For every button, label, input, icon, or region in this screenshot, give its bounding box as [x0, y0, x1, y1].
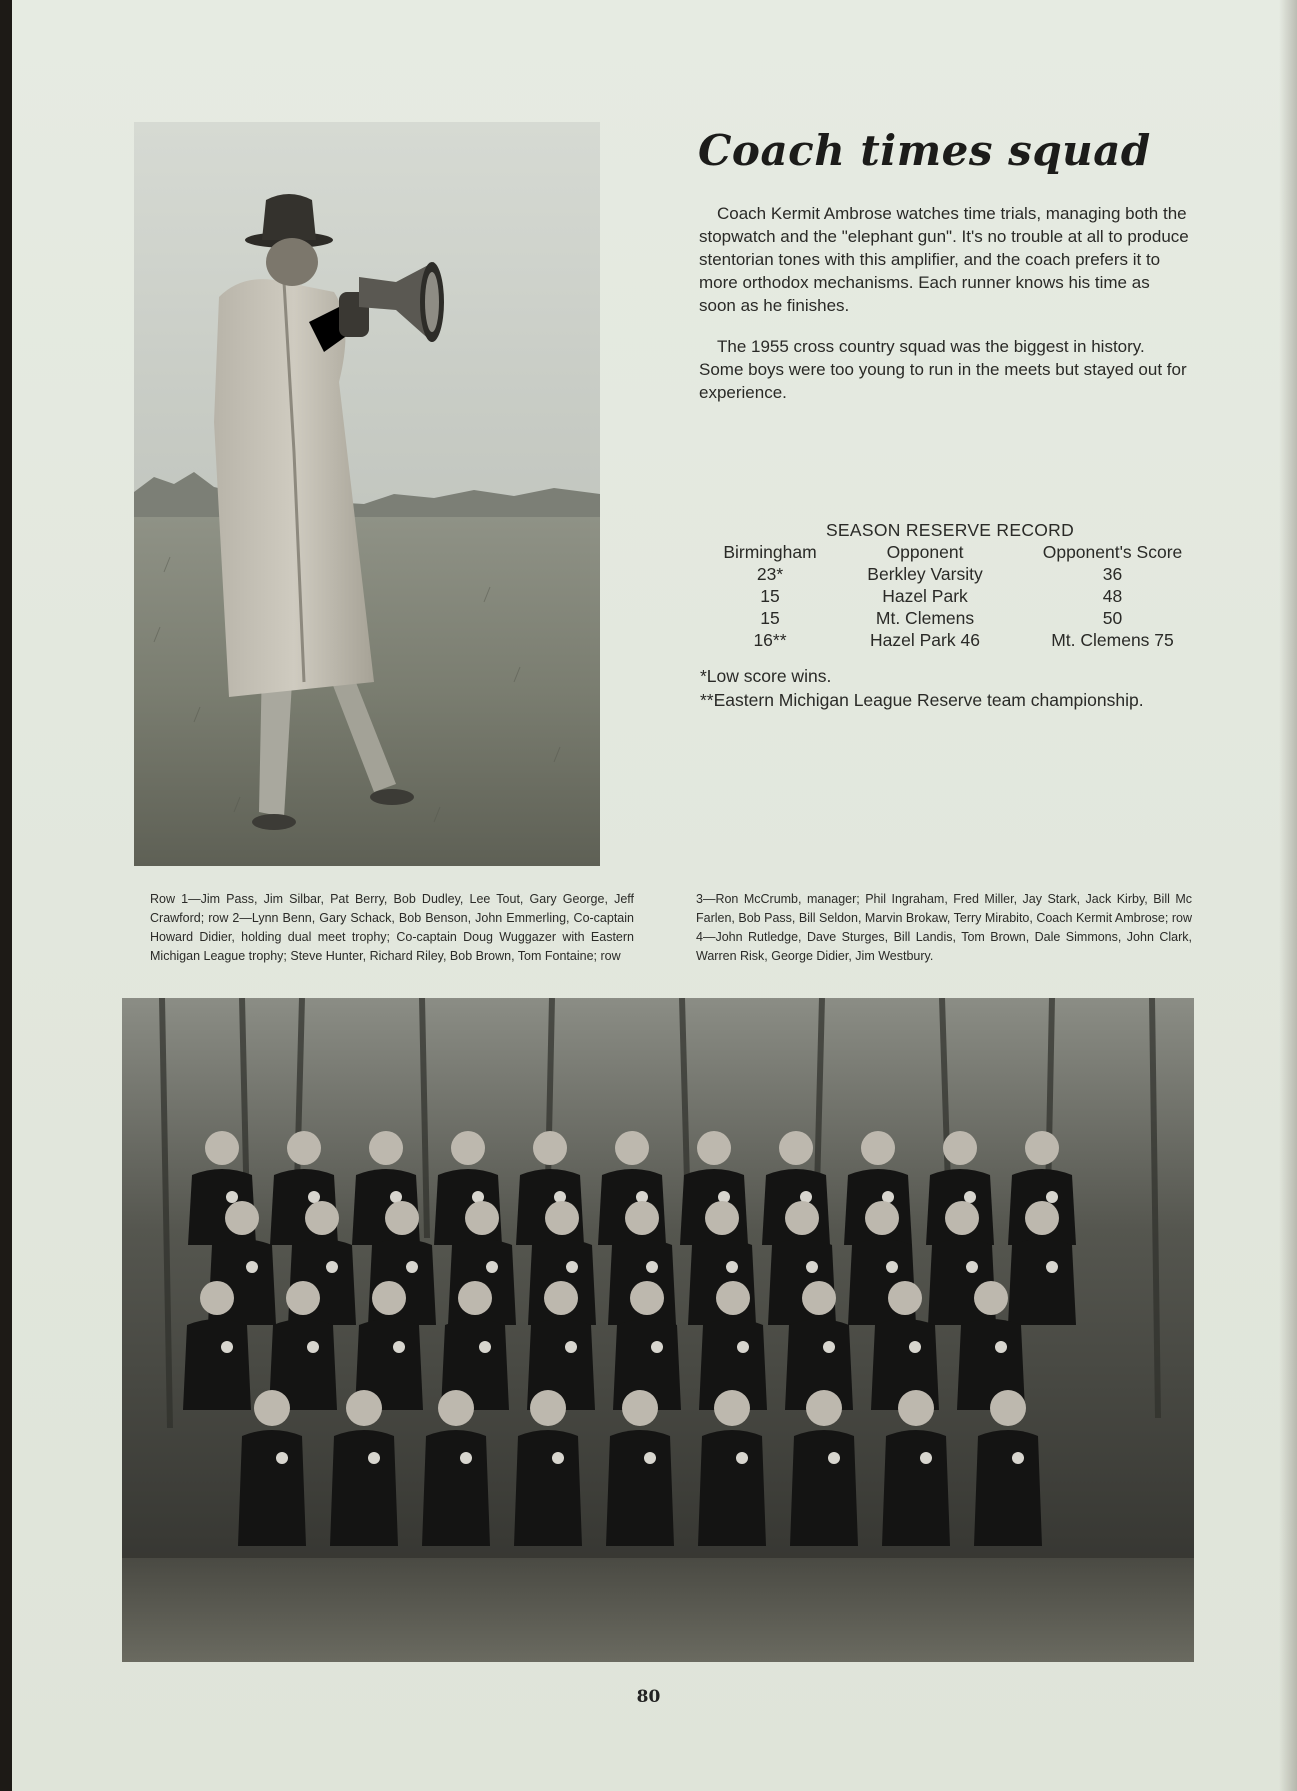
team-member-head: [888, 1281, 922, 1315]
team-member-head: [974, 1281, 1008, 1315]
team-member-body: [790, 1430, 858, 1546]
team-member-body: [1008, 1239, 1076, 1325]
cell-score: 23*: [756, 563, 784, 584]
team-member-head: [1025, 1201, 1059, 1235]
coach-photo: [134, 122, 600, 866]
team-photo: [122, 998, 1194, 1662]
paragraph-2: The 1955 cross country squad was the biggest in history. Some boys were too young to run in the meets but stayed out for experience.: [699, 337, 1187, 402]
sweater-emblem: [726, 1261, 738, 1273]
team-member-head: [697, 1131, 731, 1165]
sweater-emblem: [1012, 1452, 1024, 1464]
headline: Coach times squad: [698, 126, 1151, 175]
team-member-head: [530, 1390, 566, 1426]
team-member-head: [254, 1390, 290, 1426]
team-member-body: [606, 1430, 674, 1546]
cell-score: 15: [760, 585, 780, 606]
cell-opponent-score: Mt. Clemens 75: [1051, 629, 1174, 650]
footnote-low-score: *Low score wins.: [700, 666, 832, 686]
header-opponent-score: Opponent's Score: [1042, 541, 1183, 562]
team-member-body: [974, 1430, 1042, 1546]
team-member-head: [287, 1131, 321, 1165]
sweater-emblem: [221, 1341, 233, 1353]
sweater-emblem: [828, 1452, 840, 1464]
sweater-emblem: [552, 1452, 564, 1464]
team-member-head: [898, 1390, 934, 1426]
header-opponent: Opponent: [886, 541, 964, 562]
team-member-head: [779, 1131, 813, 1165]
cell-opponent-score: 50: [1102, 607, 1123, 628]
team-member-head: [990, 1390, 1026, 1426]
team-member-head: [545, 1201, 579, 1235]
team-member-body: [238, 1430, 306, 1546]
team-member-head: [369, 1131, 403, 1165]
team-member-head: [630, 1281, 664, 1315]
sweater-emblem: [565, 1341, 577, 1353]
team-member-head: [802, 1281, 836, 1315]
team-member-head: [372, 1281, 406, 1315]
cell-score: 16**: [753, 629, 787, 650]
team-photo-drawing: [122, 998, 1194, 1662]
sweater-emblem: [920, 1452, 932, 1464]
team-member-head: [451, 1131, 485, 1165]
team-member-head: [305, 1201, 339, 1235]
header-birmingham: Birmingham: [723, 541, 817, 562]
team-member-head: [622, 1390, 658, 1426]
cell-opponent: Hazel Park 46: [870, 629, 980, 650]
team-member-head: [438, 1390, 474, 1426]
cell-opponent: Berkley Varsity: [867, 563, 983, 584]
team-member-head: [1025, 1131, 1059, 1165]
team-member-head: [465, 1201, 499, 1235]
coach-photo-drawing: [134, 122, 600, 866]
sweater-emblem: [276, 1452, 288, 1464]
team-member-head: [205, 1131, 239, 1165]
team-member-body: [688, 1239, 756, 1325]
record-title: SEASON RESERVE RECORD: [825, 520, 1075, 540]
sweater-emblem: [909, 1341, 921, 1353]
cell-score: 15: [760, 607, 780, 628]
team-member-head: [200, 1281, 234, 1315]
team-member-head: [533, 1131, 567, 1165]
sweater-emblem: [307, 1341, 319, 1353]
cell-opponent-score: 48: [1102, 585, 1123, 606]
table-row: [700, 563, 1215, 585]
sweater-emblem: [308, 1191, 320, 1203]
cell-opponent: Mt. Clemens: [875, 607, 975, 628]
sweater-emblem: [246, 1261, 258, 1273]
record-table: [700, 541, 1215, 651]
team-member-head: [385, 1201, 419, 1235]
cell-opponent: Hazel Park: [882, 585, 968, 606]
team-member-head: [615, 1131, 649, 1165]
sweater-emblem: [1046, 1261, 1058, 1273]
sweater-emblem: [736, 1452, 748, 1464]
sweater-emblem: [806, 1261, 818, 1273]
team-member-head: [865, 1201, 899, 1235]
team-member-head: [716, 1281, 750, 1315]
sweater-emblem: [368, 1452, 380, 1464]
sweater-emblem: [651, 1341, 663, 1353]
team-member-head: [714, 1390, 750, 1426]
season-reserve-record: [700, 520, 1220, 651]
sweater-emblem: [646, 1261, 658, 1273]
team-caption-right: 3—Ron McCrumb, manager; Phil Ingraham, Fred Miller, Jay Stark, Jack Kirby, Bill Mc Farlen, Bob Pass, Bill Seldon, Marvin Brokaw, Terry Mirabito, Coach Kermit Ambrose; row 4—John Rutledge, Dave Sturges, Bill Landis, Tom Brown, Dale Simmons, John Clark, Warren Risk, George Didier, Jim Westbury.: [696, 892, 1192, 963]
sweater-emblem: [823, 1341, 835, 1353]
cell-opponent-score: 36: [1102, 563, 1123, 584]
team-member-head: [806, 1390, 842, 1426]
sweater-emblem: [886, 1261, 898, 1273]
team-member-head: [286, 1281, 320, 1315]
team-member-head: [861, 1131, 895, 1165]
team-caption-left: Row 1—Jim Pass, Jim Silbar, Pat Berry, Bob Dudley, Lee Tout, Gary George, Jeff Crawford; row 2—Lynn Benn, Gary Schack, Bob Benson, John Emmerling, Co-captain Howard Didier, holding dual meet trophy; Co-captain Doug Wuggazer with Eastern Michigan League trophy; Steve Hunter, Richard Riley, Bob Brown, Tom Fontaine; row: [150, 892, 634, 963]
sweater-emblem: [1046, 1191, 1058, 1203]
sweater-emblem: [460, 1452, 472, 1464]
sweater-emblem: [995, 1341, 1007, 1353]
sweater-emblem: [393, 1341, 405, 1353]
team-member-head: [945, 1201, 979, 1235]
team-member-head: [705, 1201, 739, 1235]
team-member-body: [368, 1239, 436, 1325]
team-member-body: [422, 1430, 490, 1546]
team-member-head: [225, 1201, 259, 1235]
team-member-head: [943, 1131, 977, 1165]
page-number: 80: [636, 1687, 661, 1707]
sweater-emblem: [966, 1261, 978, 1273]
sweater-emblem: [479, 1341, 491, 1353]
team-member-head: [544, 1281, 578, 1315]
table-row: [700, 607, 1215, 629]
team-member-head: [785, 1201, 819, 1235]
team-member-head: [625, 1201, 659, 1235]
sweater-emblem: [326, 1261, 338, 1273]
table-row: [700, 585, 1215, 607]
sweater-emblem: [964, 1191, 976, 1203]
paragraph-1: Coach Kermit Ambrose watches time trials, managing both the stopwatch and the "elephant gun". It's no trouble at all to produce stentorian tones with this amplifier, and the coach prefers it to more orthodox mechanisms. Each runner knows his time as soon as he finishes.: [699, 204, 1189, 315]
team-member-body: [183, 1319, 251, 1410]
team-member-head: [346, 1390, 382, 1426]
sweater-emblem: [486, 1261, 498, 1273]
team-member-body: [882, 1430, 950, 1546]
sweater-emblem: [566, 1261, 578, 1273]
record-header-row: [700, 541, 1215, 563]
sweater-emblem: [737, 1341, 749, 1353]
sweater-emblem: [226, 1191, 238, 1203]
team-member-body: [514, 1430, 582, 1546]
sweater-emblem: [406, 1261, 418, 1273]
footnote-championship: **Eastern Michigan League Reserve team championship.: [700, 690, 1144, 710]
team-member-body: [330, 1430, 398, 1546]
team-member-body: [698, 1430, 766, 1546]
table-row: [700, 629, 1215, 651]
sweater-emblem: [644, 1452, 656, 1464]
team-member-head: [458, 1281, 492, 1315]
